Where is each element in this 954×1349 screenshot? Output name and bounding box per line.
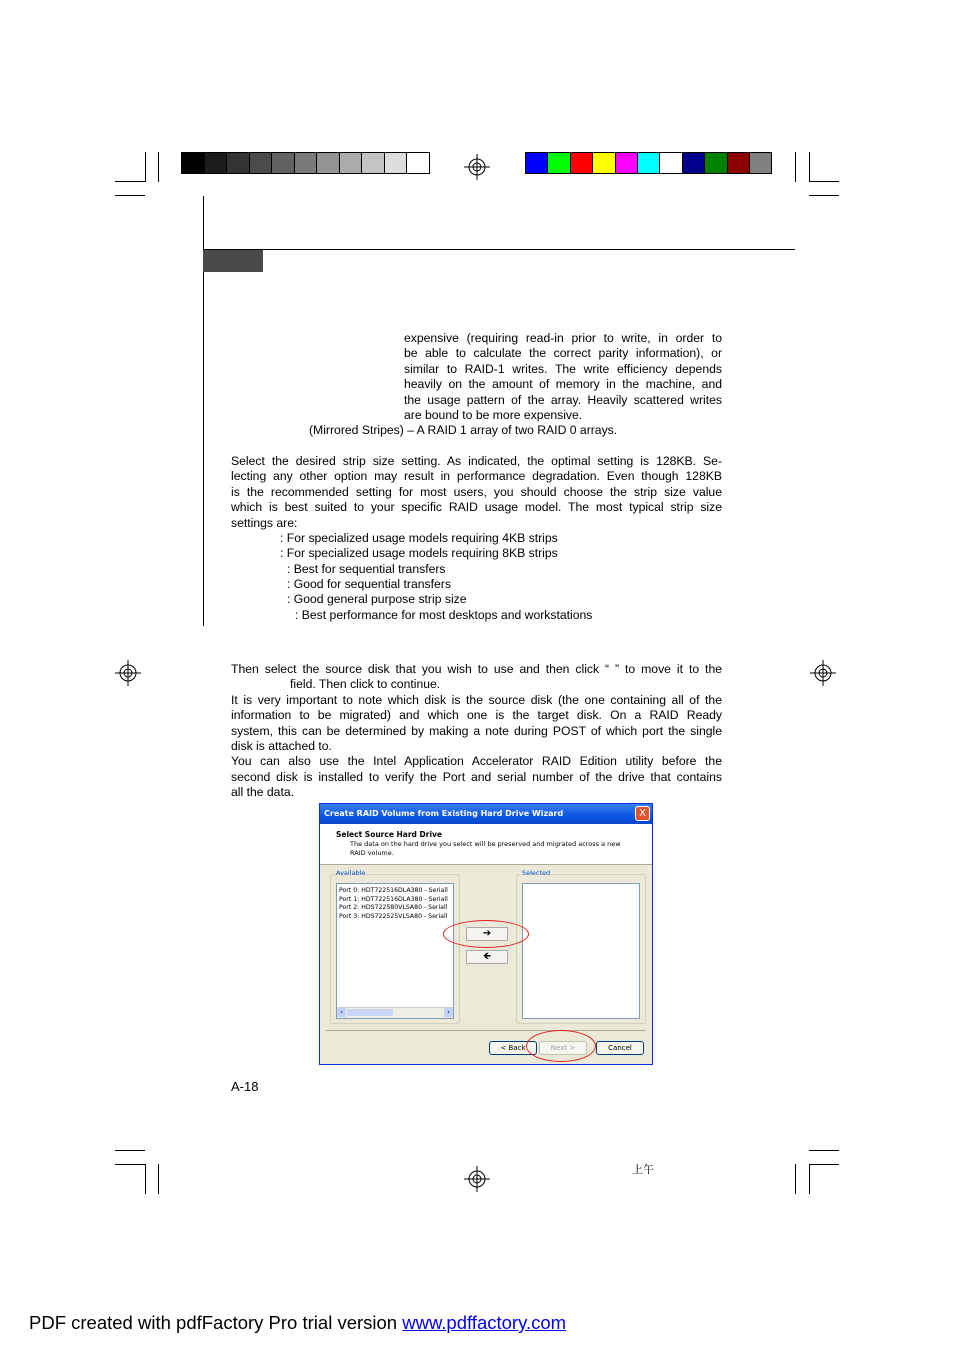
text-line: is the recommended setting for most users, you should choose the strip size value [231,484,722,499]
color-swatch [204,152,228,174]
text-line: heavily on the amount of memory in the machine, and [404,377,722,392]
cancel-button[interactable]: Cancel [596,1041,644,1055]
text-line: disk is attached to. [231,739,332,754]
list-item[interactable]: Port 2: HDS722580VLSA80 - Seriall [339,904,448,911]
color-swatch [615,152,638,174]
section-tab [203,250,263,272]
selected-listbox[interactable] [522,883,640,1019]
color-swatch [704,152,727,174]
scroll-left-icon[interactable]: ‹ [337,1008,346,1017]
selected-group [516,869,646,1024]
list-item[interactable]: Port 1: HDT722516DLA380 - Seriall [339,895,448,903]
highlight-circle [526,1030,596,1062]
color-swatch [659,152,682,174]
text-line: similar to RAID-1 writes. The write efficiency depends [404,361,722,376]
strip-size-paragraph [231,454,722,531]
color-swatch [294,152,318,174]
strip-option: : Good for sequential transfers [287,577,451,591]
text-line: It is very important to note which disk is the source disk (the one containing all of the [231,692,722,707]
horizontal-scrollbar[interactable] [337,1007,453,1018]
color-swatch [570,152,593,174]
text-line: settings are: [231,515,298,530]
list-item[interactable]: Port 0: HDT722516DLA380 - Seriall [339,887,448,894]
registration-mark-icon [115,660,141,686]
crop-mark [158,152,159,182]
color-swatch [384,152,408,174]
button-divider [326,1030,646,1031]
crop-mark [809,1150,839,1151]
available-label: Available [336,869,366,877]
color-swatch [271,152,295,174]
strip-option: : For specialized usage models requiring 8KB strips [280,546,558,560]
color-swatch [547,152,570,174]
add-arrow-button[interactable]: ➔ [466,927,508,941]
color-swatch [406,152,430,174]
close-icon[interactable]: X [635,806,650,821]
crop-mark [115,195,145,196]
text-line: expensive (requiring read-in prior to write, in order to [404,331,722,345]
text-line: lecting any other option may result in performance degradation. Even though 128KB [231,469,722,484]
crop-mark [809,181,839,182]
scroll-right-icon[interactable]: › [444,1008,453,1017]
text-line: all the data. [231,785,295,800]
available-group [330,869,460,1024]
pdffactory-link[interactable]: www.pdffactory.com [402,1312,567,1333]
text-line: which is best suited to your specific RAID usage model. The most typical strip size [231,500,722,515]
dialog-heading: Select Source Hard Drive [336,830,443,839]
crop-mark [145,1164,146,1194]
strip-option: : Best performance for most desktops and workstations [295,608,593,622]
crop-mark [809,1164,810,1194]
header-rule [203,249,795,250]
color-swatch [637,152,660,174]
crop-mark [795,1164,796,1194]
text-line: Select the desired strip size setting. As indicated, the optimal setting is 128KB. Se- [231,454,722,468]
dialog-description [350,840,621,858]
text-line: Then select the source disk that you wish to use and then click “ ” to move it to the [231,662,722,676]
color-swatch [249,152,273,174]
text-line: are bound to be more expensive. [404,408,583,423]
source-disk-paragraph [231,662,722,801]
color-swatch [727,152,750,174]
registration-mark-icon [810,660,836,686]
available-listbox[interactable] [336,883,454,1019]
crop-mark [115,1150,145,1151]
color-swatch [682,152,705,174]
text-line: second disk is installed to verify the Port and serial number of the drive that contains [231,769,722,784]
crop-mark [115,1164,145,1165]
crop-mark [145,152,146,182]
dialog-title: Create RAID Volume from Existing Hard Drive Wizard [320,804,652,824]
text-line: You can also use the Intel Application Accelerator RAID Edition utility before the [231,754,722,769]
crop-mark [158,1164,159,1194]
raid10-line: (Mirrored Stripes) – A RAID 1 array of two RAID 0 arrays. [309,423,618,437]
back-button[interactable]: < Back [489,1041,537,1055]
remove-arrow-button[interactable]: 🡸 [466,950,508,964]
selected-label: Selected [522,869,551,877]
scrollbar-thumb[interactable] [347,1009,393,1016]
pdf-watermark-text: PDF created with pdfFactory Pro trial version [29,1312,403,1333]
color-swatch [592,152,615,174]
description-line: RAID volume. [350,849,394,857]
strip-option: : For specialized usage models requiring 4KB strips [280,531,558,545]
time-stamp: 上午 [632,1163,654,1176]
text-line: be able to calculate the correct parity information), or [404,346,722,361]
strip-option: : Best for sequential transfers [287,562,446,576]
color-swatch [339,152,363,174]
pdf-watermark [29,1312,566,1334]
color-swatch [361,152,385,174]
list-item[interactable]: Port 3: HDS722525VLSA80 - Seriall [339,912,448,920]
crop-mark [809,152,810,182]
dialog-header [320,824,652,865]
crop-mark [115,181,145,182]
color-swatch [525,152,548,174]
text-line: field. Then click to continue. [290,677,441,692]
text-line: information to be migrated) and which one is the target disk. On a RAID Ready [231,708,722,723]
registration-mark-icon [464,154,490,180]
highlight-circle [443,920,529,948]
page-number: A-18 [231,1079,259,1094]
next-button[interactable]: Next > [539,1041,587,1055]
color-swatch [749,152,772,174]
crop-mark [795,152,796,182]
color-swatch [226,152,250,174]
crop-mark [809,195,839,196]
raid5-paragraph [404,331,722,423]
text-line: the usage pattern of the array. Heavily scattered writes [404,392,722,407]
registration-mark-icon [464,1166,490,1192]
description-line: The data on the hard drive you select will be preserved and migrated across a new [350,840,621,848]
crop-mark [809,1164,839,1165]
color-swatch [316,152,340,174]
color-swatch [181,152,205,174]
strip-option: : Good general purpose strip size [287,592,467,606]
text-line: system, this can be determined by making a note during POST of which port the single [231,723,722,738]
